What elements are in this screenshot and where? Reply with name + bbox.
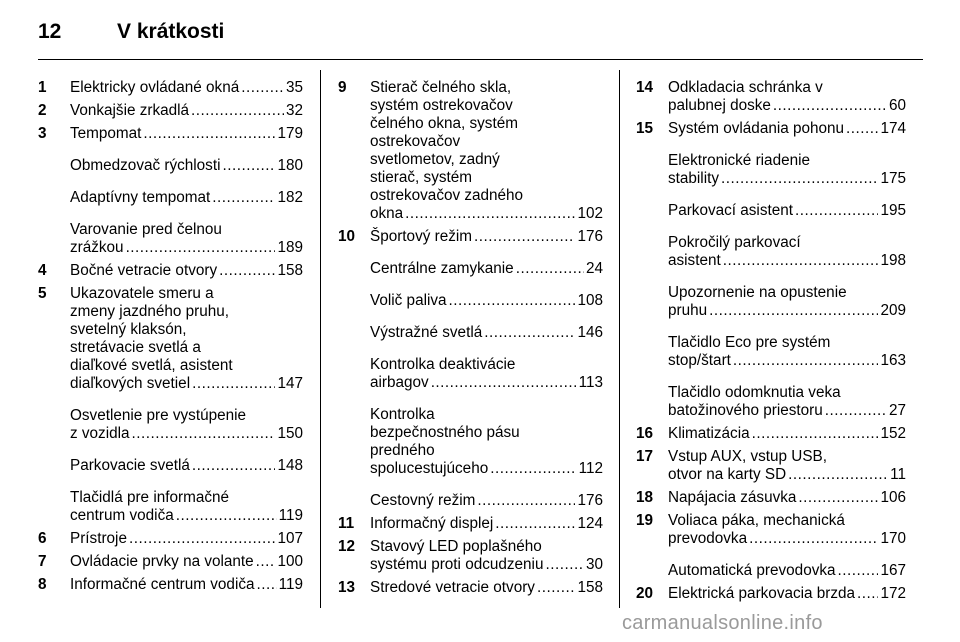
entry-text: Tempomat (70, 125, 142, 142)
dot-leader (257, 576, 277, 594)
page-reference: 174 (880, 120, 906, 137)
entry-text: bezpečnostného pásu (370, 424, 520, 441)
toc-entry[interactable] (338, 538, 603, 574)
toc-entry[interactable] (636, 562, 906, 580)
dot-leader (219, 262, 275, 280)
toc-entry[interactable] (636, 585, 906, 603)
dot-leader (222, 157, 275, 175)
entry-text: svetelný klaksón, (70, 321, 187, 338)
entry-text: ostrekovačov (370, 133, 461, 150)
entry-text: stop/štart (668, 352, 731, 369)
toc-entry[interactable] (636, 202, 906, 220)
item-number: 6 (38, 530, 47, 547)
toc-column-1 (38, 79, 303, 599)
entry-text: Elektrická parkovacia brzda (668, 585, 856, 602)
entry-text: Prístroje (70, 530, 127, 547)
toc-entry[interactable] (38, 457, 303, 475)
toc-entry[interactable] (338, 579, 603, 597)
item-number: 14 (636, 79, 654, 96)
entry-text: otvor na karty SD (668, 466, 787, 483)
entry-text: Napájacia zásuvka (668, 489, 797, 506)
dot-leader (495, 515, 575, 533)
page-reference: 147 (277, 375, 303, 392)
toc-entry[interactable] (338, 406, 603, 478)
entry-text: Tlačidlo odomknutia veka (668, 384, 841, 401)
page-reference: 119 (278, 507, 303, 524)
page-reference: 198 (880, 252, 906, 269)
toc-entry[interactable] (38, 553, 303, 571)
item-number: 5 (38, 285, 47, 302)
page-reference: 148 (277, 457, 303, 474)
column-divider-1 (320, 70, 321, 608)
page-reference: 180 (277, 157, 303, 174)
entry-text: Parkovacie svetlá (70, 457, 190, 474)
page-reference: 112 (578, 460, 603, 477)
entry-text: Automatická prevodovka (668, 562, 836, 579)
page-reference: 163 (880, 352, 906, 369)
entry-text: diaľkové svetlá, asistent (70, 357, 233, 374)
watermark: carmanualsonline.info (622, 612, 823, 634)
page-reference: 119 (278, 576, 303, 593)
entry-text: Voliaca páka, mechanická (668, 512, 845, 529)
item-number: 2 (38, 102, 47, 119)
dot-leader (709, 302, 878, 320)
page-header (38, 16, 923, 56)
page-reference: 27 (888, 402, 906, 419)
dot-leader (191, 102, 284, 120)
entry-text: Elektricky ovládané okná (70, 79, 240, 96)
page-reference: 195 (880, 202, 906, 219)
dot-leader (733, 352, 879, 370)
dot-leader (256, 553, 276, 571)
dot-leader (749, 530, 878, 548)
entry-text: stierač, systém (370, 169, 472, 186)
entry-text: Parkovací asistent (668, 202, 793, 219)
toc-entry[interactable] (338, 79, 603, 223)
page-reference: 179 (277, 125, 303, 142)
entry-text: diaľkových svetiel (70, 375, 191, 392)
page-reference: 172 (880, 585, 906, 602)
dot-leader (490, 460, 576, 478)
entry-text: Vstup AUX, vstup USB, (668, 448, 827, 465)
page-reference: 113 (578, 374, 603, 391)
dot-leader (795, 202, 878, 220)
page-reference: 176 (577, 228, 603, 245)
page-reference: 124 (577, 515, 603, 532)
entry-text: Stavový LED poplašného (370, 538, 542, 555)
page-reference: 30 (585, 556, 603, 573)
entry-text: Centrálne zamykanie (370, 260, 514, 277)
toc-entry[interactable] (338, 228, 603, 246)
dot-leader (857, 585, 878, 603)
page-title: V krátkosti (117, 20, 225, 43)
page-reference: 102 (577, 205, 603, 222)
item-number: 16 (636, 425, 654, 442)
dot-leader (129, 530, 276, 548)
dot-leader (846, 120, 878, 138)
entry-text: stability (668, 170, 720, 187)
entry-text: zrážkou (70, 239, 124, 256)
toc-entry[interactable] (338, 324, 603, 342)
toc-entry[interactable] (38, 189, 303, 207)
column-divider-2 (619, 70, 620, 608)
toc-entry[interactable] (38, 576, 303, 594)
entry-text: Cestovný režim (370, 492, 476, 509)
entry-text: prevodovka (668, 530, 748, 547)
item-number: 13 (338, 579, 356, 596)
entry-text: ostrekovačov zadného (370, 187, 524, 204)
page-reference: 106 (880, 489, 906, 506)
toc-entry[interactable] (636, 489, 906, 507)
dot-leader (484, 324, 575, 342)
page-reference: 146 (577, 324, 603, 341)
page-reference: 175 (880, 170, 906, 187)
dot-leader (192, 375, 275, 393)
page-reference: 170 (880, 530, 906, 547)
entry-text: čelného okna, systém (370, 115, 518, 132)
toc-entry[interactable] (338, 260, 603, 278)
entry-text: Volič paliva (370, 292, 447, 309)
toc-entry[interactable] (636, 512, 906, 548)
entry-text: Ovládacie prvky na volante (70, 553, 254, 570)
toc-column-2 (338, 79, 603, 602)
entry-text: spolucestujúceho (370, 460, 489, 477)
item-number: 9 (338, 79, 347, 96)
dot-leader (825, 402, 887, 420)
entry-text: Informačný displej (370, 515, 494, 532)
toc-entry[interactable] (338, 292, 603, 310)
entry-text: Kontrolka (370, 406, 435, 423)
entry-text: Športový režim (370, 228, 473, 245)
dot-leader (212, 189, 275, 207)
toc-entry[interactable] (636, 284, 906, 320)
dot-leader (773, 97, 887, 115)
dot-leader (516, 260, 584, 278)
toc-entry[interactable] (636, 425, 906, 443)
toc-entry[interactable] (636, 448, 906, 484)
dot-leader (477, 492, 575, 510)
entry-text: z vozidla (70, 425, 130, 442)
page-reference: 24 (585, 260, 603, 277)
dot-leader (431, 374, 577, 392)
toc-entry[interactable] (636, 152, 906, 188)
item-number: 7 (38, 553, 47, 570)
entry-text: Klimatizácia (668, 425, 750, 442)
entry-text: Adaptívny tempomat (70, 189, 211, 206)
entry-text: Osvetlenie pre vystúpenie (70, 407, 247, 424)
toc-entry[interactable] (38, 157, 303, 175)
toc-entry[interactable] (38, 102, 303, 120)
entry-text: Kontrolka deaktivácie (370, 356, 516, 373)
toc-entry[interactable] (38, 530, 303, 548)
page-reference: 150 (277, 425, 303, 442)
entry-text: Vonkajšie zrkadlá (70, 102, 190, 119)
page-reference: 152 (880, 425, 906, 442)
toc-entry[interactable] (38, 407, 303, 443)
toc-column-3 (636, 79, 906, 608)
dot-leader (192, 457, 276, 475)
item-number: 15 (636, 120, 654, 137)
toc-entry[interactable] (38, 285, 303, 393)
entry-text: centrum vodiča (70, 507, 174, 524)
toc-entry[interactable] (338, 515, 603, 533)
page-reference: 158 (577, 579, 603, 596)
toc-entry[interactable] (38, 262, 303, 280)
item-number: 1 (38, 79, 47, 96)
entry-text: Varovanie pred čelnou (70, 221, 222, 238)
page-reference: 182 (277, 189, 303, 206)
dot-leader (723, 252, 879, 270)
dot-leader (176, 507, 277, 525)
item-number: 19 (636, 512, 654, 529)
toc-entry[interactable] (636, 334, 906, 370)
page-reference: 107 (277, 530, 303, 547)
toc-entry[interactable] (38, 79, 303, 97)
page-reference: 32 (285, 102, 303, 119)
item-number: 12 (338, 538, 356, 555)
item-number: 20 (636, 585, 654, 602)
entry-text: pruhu (668, 302, 708, 319)
entry-text: palubnej doske (668, 97, 771, 114)
entry-text: batožinového priestoru (668, 402, 823, 419)
entry-text: Stierač čelného skla, (370, 79, 512, 96)
entry-text: svetlometov, zadný (370, 151, 500, 168)
entry-text: stretávacie svetlá a (70, 339, 201, 356)
dot-leader (721, 170, 878, 188)
entry-text: Tlačidlá pre informačné (70, 489, 229, 506)
page-number: 12 (38, 20, 62, 43)
page-reference: 11 (890, 466, 906, 483)
entry-text: Výstražné svetlá (370, 324, 483, 341)
page-reference: 167 (880, 562, 906, 579)
item-number: 11 (338, 515, 355, 532)
toc-entry[interactable] (38, 221, 303, 257)
dot-leader (405, 205, 575, 223)
entry-text: Tlačidlo Eco pre systém (668, 334, 831, 351)
page-reference: 209 (880, 302, 906, 319)
entry-text: Pokročilý parkovací (668, 234, 801, 251)
entry-text: zmeny jazdného pruhu, (70, 303, 230, 320)
item-number: 3 (38, 125, 47, 142)
dot-leader (537, 579, 576, 597)
entry-text: Ukazovatele smeru a (70, 285, 214, 302)
entry-text: Systém ovládania pohonu (668, 120, 845, 137)
header-divider (38, 59, 923, 60)
page-reference: 60 (888, 97, 906, 114)
toc-entry[interactable] (338, 492, 603, 510)
page-reference: 158 (277, 262, 303, 279)
page-reference: 176 (577, 492, 603, 509)
entry-text: systém ostrekovačov (370, 97, 513, 114)
entry-text: Obmedzovač rýchlosti (70, 157, 221, 174)
toc-entry[interactable] (636, 234, 906, 270)
entry-text: airbagov (370, 374, 429, 391)
entry-text: Bočné vetracie otvory (70, 262, 218, 279)
item-number: 18 (636, 489, 654, 506)
item-number: 4 (38, 262, 47, 279)
dot-leader (449, 292, 576, 310)
toc-entry[interactable] (38, 125, 303, 143)
entry-text: Informačné centrum vodiča (70, 576, 255, 593)
entry-text: Odkladacia schránka v (668, 79, 823, 96)
entry-text: Stredové vetracie otvory (370, 579, 535, 596)
dot-leader (241, 79, 284, 97)
toc-entry[interactable] (338, 356, 603, 392)
toc-entry[interactable] (636, 120, 906, 138)
item-number: 10 (338, 228, 356, 245)
entry-text: predného (370, 442, 435, 459)
dot-leader (838, 562, 879, 580)
dot-leader (132, 425, 276, 443)
dot-leader (788, 466, 888, 484)
toc-entry[interactable] (636, 79, 906, 115)
item-number: 8 (38, 576, 47, 593)
dot-leader (798, 489, 878, 507)
page-reference: 35 (285, 79, 303, 96)
dot-leader (143, 125, 275, 143)
page-reference: 108 (577, 292, 603, 309)
dot-leader (752, 425, 879, 443)
entry-text: okna (370, 205, 404, 222)
dot-leader (126, 239, 276, 257)
page-reference: 100 (277, 553, 303, 570)
toc-entry[interactable] (636, 384, 906, 420)
dot-leader (545, 556, 584, 574)
entry-text: asistent (668, 252, 721, 269)
dot-leader (474, 228, 575, 246)
entry-text: Elektronické riadenie (668, 152, 810, 169)
page-reference: 189 (277, 239, 303, 256)
toc-entry[interactable] (38, 489, 303, 525)
entry-text: Upozornenie na opustenie (668, 284, 847, 301)
entry-text: systému proti odcudzeniu (370, 556, 544, 573)
item-number: 17 (636, 448, 654, 465)
